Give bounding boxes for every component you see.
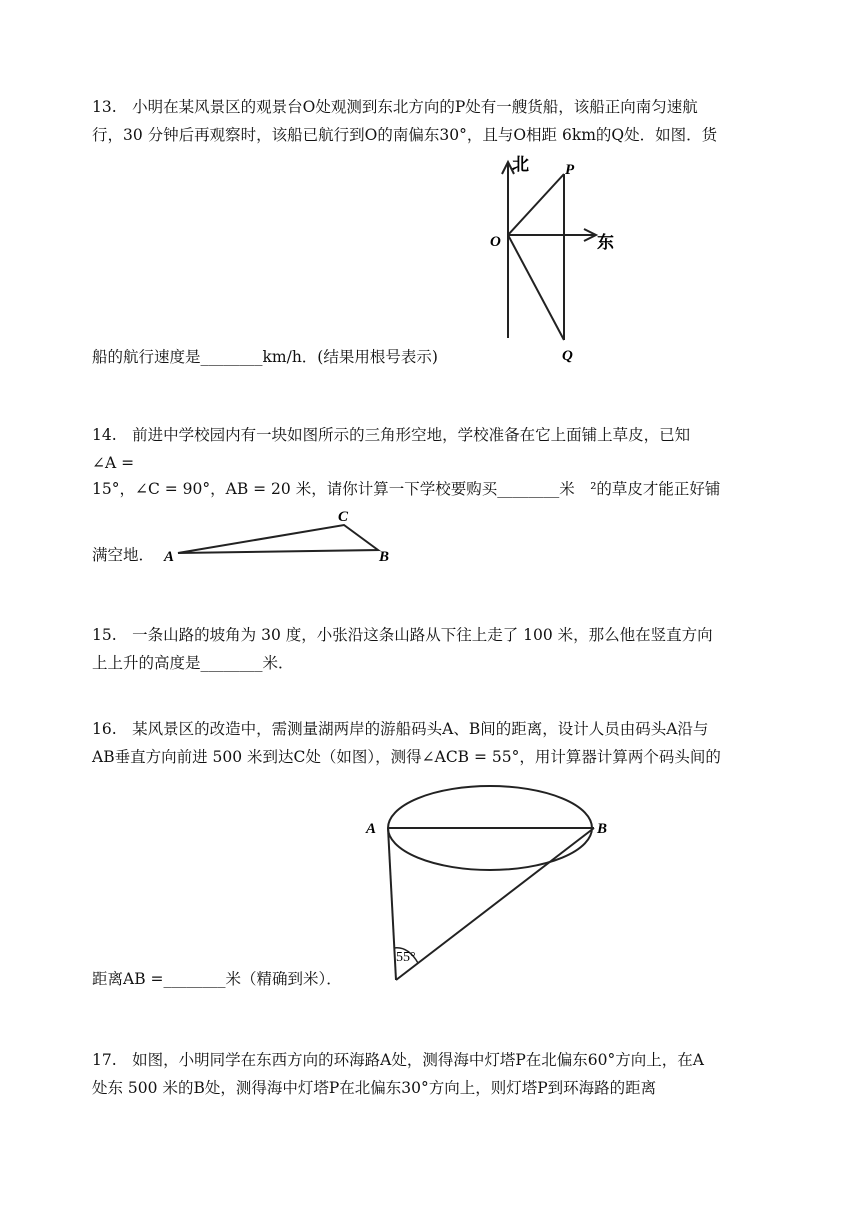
q13-text-line3: 船的航行速度是________km/h．(结果用根号表示)	[92, 348, 438, 366]
label-east: 东	[597, 233, 614, 252]
segment-op	[508, 174, 564, 235]
segment-oq	[508, 235, 564, 340]
q16-text-line1: 16. 某风景区的改造中，需测量湖两岸的游船码头A、B间的距离，设计人员由码头A沿与	[92, 720, 709, 738]
segment-cb	[396, 828, 594, 980]
q13-text-line2: 行，30 分钟后再观察时，该船已航行到O的南偏东30°，且与O相距 6km的Q处．如图．货	[92, 126, 718, 144]
q13-figure	[478, 150, 618, 368]
q17-text-line2: 处东 500 米的B处，测得海中灯塔P在北偏东30°方向上，则灯塔P到环海路的距离	[92, 1079, 657, 1097]
q14-text-line2: ∠A =	[92, 454, 135, 472]
label-p: P	[565, 162, 575, 178]
q17-text-line1: 17. 如图，小明同学在东西方向的环海路A处，测得海中灯塔P在北偏东60°方向上，在A	[92, 1051, 704, 1069]
q16-text-line3: 距离AB =________米（精确到米）．	[92, 970, 342, 988]
q14-text-line4: 满空地．	[92, 546, 155, 564]
label-c: C	[338, 509, 349, 525]
q14-text-line3: 15°，∠C = 90°，AB = 20 米，请你计算一下学校要购买________米 ²的草皮才能正好铺	[92, 480, 721, 498]
label-b: B	[597, 821, 608, 837]
label-a: A	[164, 549, 175, 565]
label-o: O	[490, 234, 501, 250]
q15-text-line2: 上上升的高度是________米．	[92, 654, 294, 672]
label-a: A	[366, 821, 377, 837]
q13-text-line1: 13. 小明在某风景区的观景台O处观测到东北方向的P处有一艘货船，该船正向南匀速航	[92, 98, 698, 116]
q14-text-line1: 14. 前进中学校园内有一块如图所示的三角形空地，学校准备在它上面铺上草皮，已知	[92, 426, 691, 444]
triangle-abc	[178, 525, 378, 553]
segment-ac	[388, 828, 396, 980]
label-north: 北	[512, 155, 529, 174]
q16-figure	[360, 780, 620, 990]
q15-text-line1: 15. 一条山路的坡角为 30 度，小张沿这条山路从下往上走了 100 米，那么他在竖直方向	[92, 626, 713, 644]
q16-text-line2: AB垂直方向前进 500 米到达C处（如图），测得∠ACB = 55°，用计算器计算两个码头间的	[92, 748, 721, 766]
label-angle: 55°	[396, 950, 416, 965]
label-b: B	[379, 549, 390, 565]
q14-figure	[160, 505, 400, 567]
label-q: Q	[562, 348, 573, 364]
